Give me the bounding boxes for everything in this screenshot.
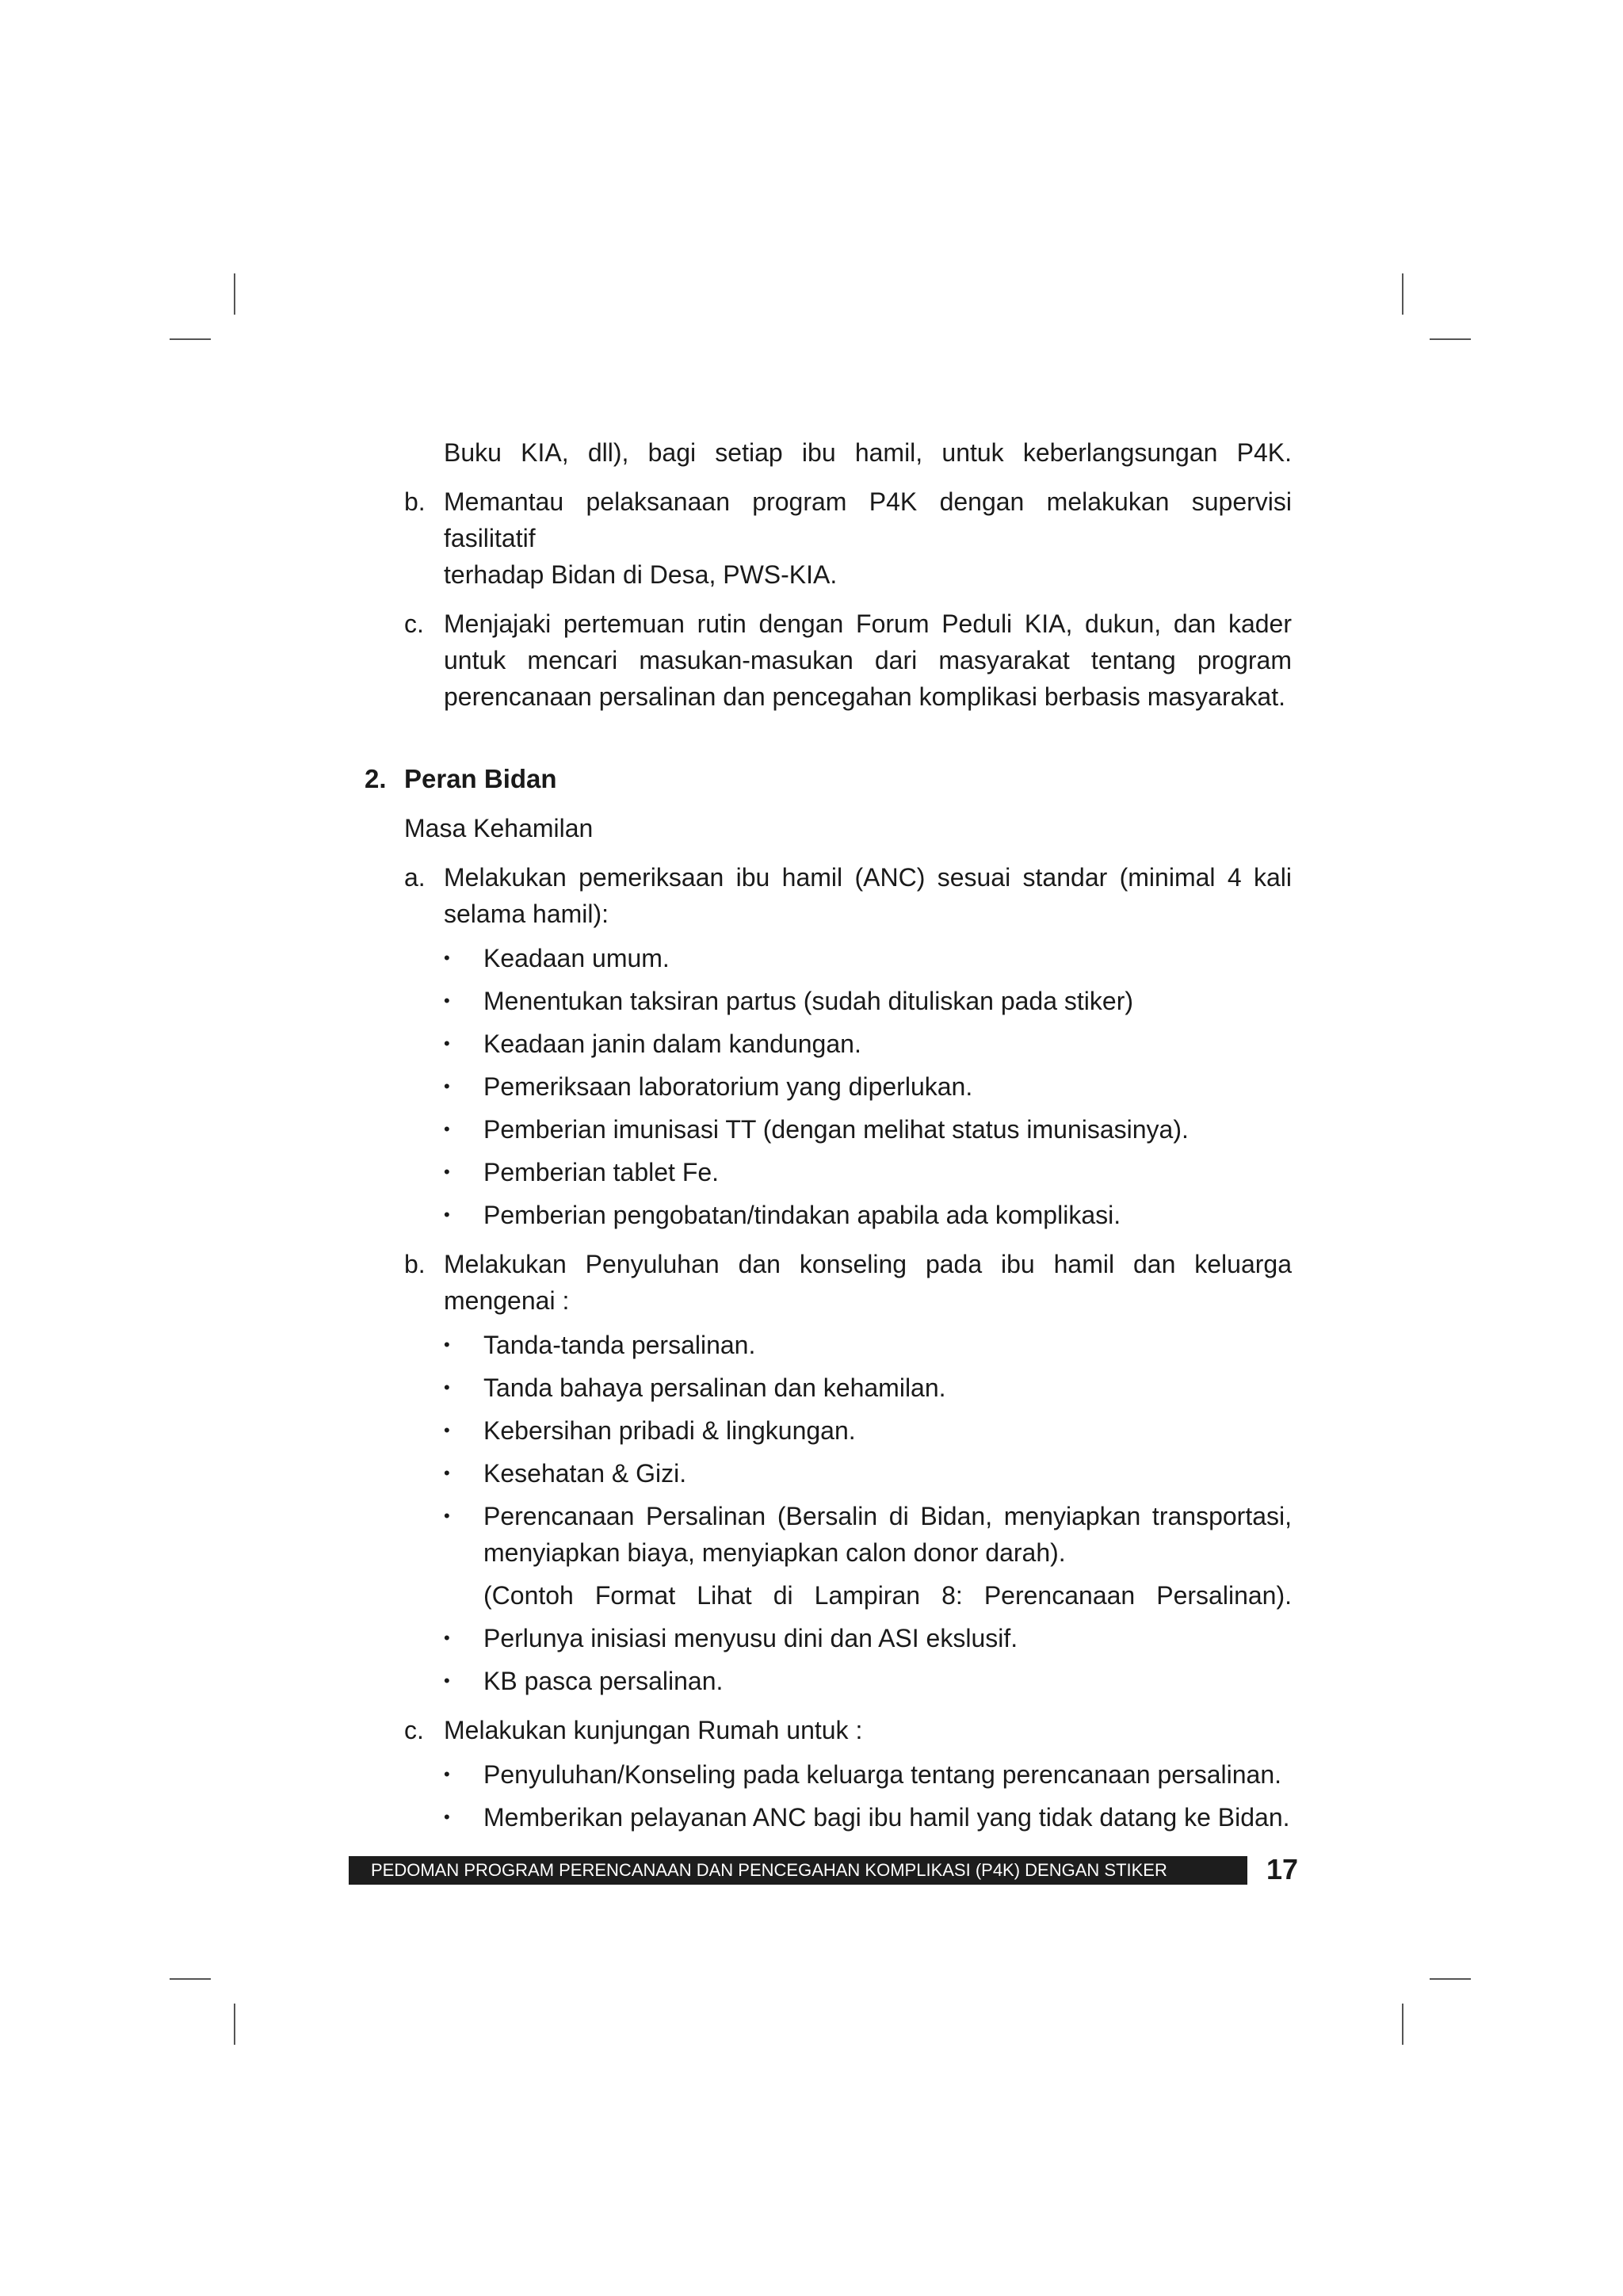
page-content <box>365 434 1292 1848</box>
crop-mark <box>1430 338 1471 340</box>
item-line: Melakukan kunjungan Rumah untuk : <box>444 1716 863 1744</box>
bullet-item <box>444 1026 1292 1062</box>
bullet-item <box>444 1455 1292 1492</box>
bullet-item <box>444 1197 1292 1233</box>
bullet-icon: • <box>444 1033 450 1053</box>
item-line: untuk mencari masukan-masukan dari masyarakat tentang program <box>444 646 1292 674</box>
crop-mark <box>1430 1978 1471 1980</box>
bullet-list <box>444 1756 1292 1836</box>
section-number: 2. <box>365 764 387 793</box>
bullet-item <box>444 1068 1292 1105</box>
bullet-item <box>444 1799 1292 1836</box>
item-marker: c. <box>404 609 424 638</box>
bullet-item <box>444 1412 1292 1449</box>
bullet-text: Perlunya inisiasi menyusu dini dan ASI ekslusif. <box>483 1624 1018 1652</box>
bullet-text: Pemeriksaan laboratorium yang diperlukan. <box>483 1072 973 1101</box>
bullet-item <box>444 1111 1292 1148</box>
bullet-text: Menentukan taksiran partus (sudah dituliskan pada stiker) <box>483 987 1133 1015</box>
bullet-text: Penyuluhan/Konseling pada keluarga tentang perencanaan persalinan. <box>483 1760 1281 1789</box>
bullet-icon: • <box>444 1807 450 1827</box>
item-line: Memantau pelaksanaan program P4K dengan melakukan supervisi fasilitatif <box>444 487 1292 552</box>
bullet-icon: • <box>444 1377 450 1397</box>
bullet-text: menyiapkan biaya, menyiapkan calon donor darah). <box>483 1538 1066 1567</box>
bullet-text: Keadaan janin dalam kandungan. <box>483 1030 861 1058</box>
bullet-icon: • <box>444 1628 450 1648</box>
bullet-text: Pemberian tablet Fe. <box>483 1158 720 1186</box>
bullet-icon: • <box>444 991 450 1010</box>
item-line: perencanaan persalinan dan pencegahan komplikasi berbasis masyarakat. <box>444 682 1285 711</box>
bullet-list <box>444 1620 1292 1699</box>
bullet-text: Kebersihan pribadi & lingkungan. <box>483 1416 856 1445</box>
continued-line: Buku KIA, dll), bagi setiap ibu hamil, untuk keberlangsungan P4K. <box>444 438 1292 467</box>
footer-bar: PEDOMAN PROGRAM PERENCANAAN DAN PENCEGAHAN KOMPLIKASI (P4K) DENGAN STIKER <box>349 1856 1247 1885</box>
bullet-item <box>444 1370 1292 1406</box>
item-marker: c. <box>404 1716 424 1744</box>
bullet-list <box>444 1327 1292 1571</box>
item-marker: a. <box>404 863 426 892</box>
list-item-c-peran <box>365 1712 1292 1836</box>
bullet-item <box>444 1154 1292 1190</box>
bullet-item <box>444 1498 1292 1571</box>
subheading: Masa Kehamilan <box>404 814 594 842</box>
list-item-c <box>365 606 1292 715</box>
bullet-icon: • <box>444 1671 450 1690</box>
bullet-icon: • <box>444 1205 450 1224</box>
item-marker: b. <box>404 487 426 516</box>
bullet-icon: • <box>444 1463 450 1483</box>
bullet-icon: • <box>444 1420 450 1440</box>
continued-item <box>365 434 1292 471</box>
bullet-text: Kesehatan & Gizi. <box>483 1459 687 1488</box>
crop-mark <box>170 338 211 340</box>
section-heading <box>365 761 1292 797</box>
list-item-a <box>365 859 1292 1233</box>
bullet-icon: • <box>444 1076 450 1096</box>
bullet-icon: • <box>444 1506 450 1526</box>
list-item-b <box>365 483 1292 593</box>
item-line: Melakukan Penyuluhan dan konseling pada ibu hamil dan keluarga <box>444 1250 1292 1278</box>
bullet-item <box>444 1327 1292 1363</box>
section-title: Peran Bidan <box>404 764 557 793</box>
crop-mark <box>1402 2004 1403 2045</box>
crop-mark <box>234 2004 235 2045</box>
bullet-text: KB pasca persalinan. <box>483 1667 724 1695</box>
bullet-list <box>444 940 1292 1233</box>
bullet-item <box>444 1756 1292 1793</box>
bullet-item <box>444 940 1292 976</box>
bullet-icon: • <box>444 948 450 968</box>
bullet-icon: • <box>444 1335 450 1354</box>
bullet-text: Memberikan pelayanan ANC bagi ibu hamil yang tidak datang ke Bidan. <box>483 1803 1290 1832</box>
item-marker: b. <box>404 1250 426 1278</box>
crop-mark <box>170 1978 211 1980</box>
bullet-text: Tanda bahaya persalinan dan kehamilan. <box>483 1373 946 1402</box>
bullet-text: Pemberian imunisasi TT (dengan melihat status imunisasinya). <box>483 1115 1189 1144</box>
bullet-text: Keadaan umum. <box>483 944 670 972</box>
crop-mark <box>234 273 235 315</box>
item-line: Menjajaki pertemuan rutin dengan Forum Peduli KIA, dukun, dan kader <box>444 609 1292 638</box>
bullet-item <box>444 1620 1292 1656</box>
list-item-b-peran <box>365 1246 1292 1699</box>
bullet-text: Tanda-tanda persalinan. <box>483 1331 756 1359</box>
page-number: 17 <box>1266 1853 1298 1885</box>
item-line: mengenai : <box>444 1286 570 1315</box>
crop-mark <box>1402 273 1403 315</box>
note-text: (Contoh Format Lihat di Lampiran 8: Perencanaan Persalinan). <box>483 1581 1292 1610</box>
bullet-icon: • <box>444 1764 450 1784</box>
bullet-icon: • <box>444 1119 450 1139</box>
bullet-item <box>444 983 1292 1019</box>
bullet-icon: • <box>444 1162 450 1182</box>
bullet-item <box>444 1663 1292 1699</box>
item-line: terhadap Bidan di Desa, PWS-KIA. <box>444 560 838 589</box>
bullet-text: Pemberian pengobatan/tindakan apabila ada komplikasi. <box>483 1201 1121 1229</box>
bullet-text: Perencanaan Persalinan (Bersalin di Bidan, menyiapkan transportasi, <box>483 1502 1292 1530</box>
item-line: Melakukan pemeriksaan ibu hamil (ANC) sesuai standar (minimal 4 kali <box>444 863 1292 892</box>
item-line: selama hamil): <box>444 900 609 928</box>
